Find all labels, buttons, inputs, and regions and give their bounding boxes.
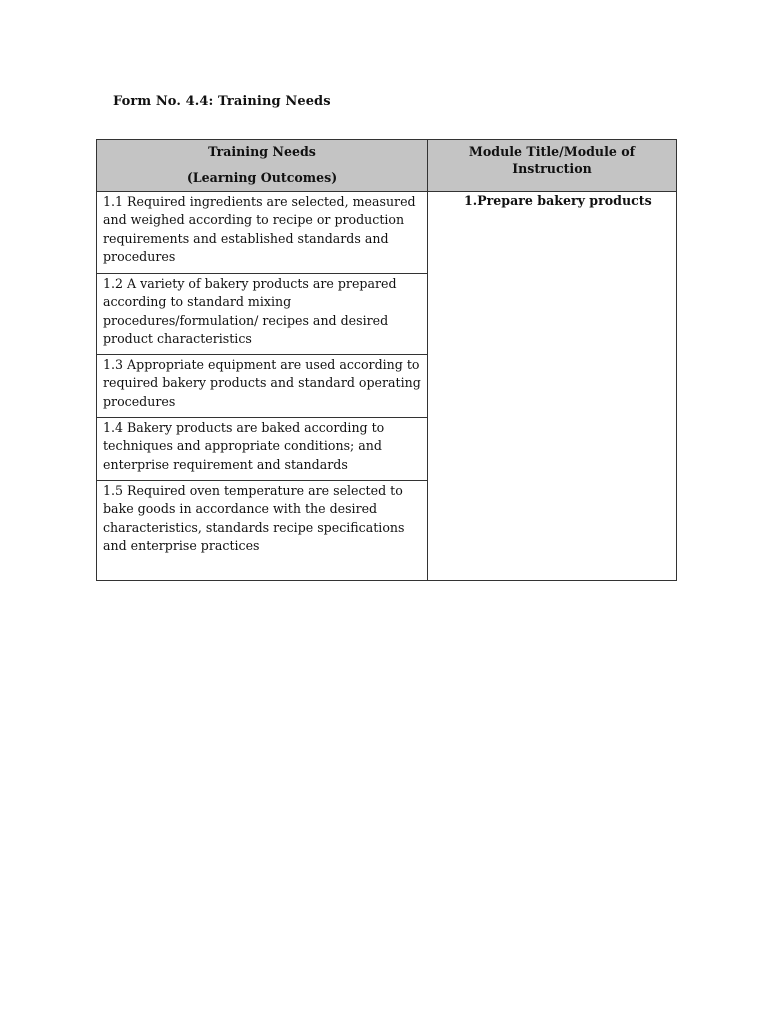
header-module-title-label: Module Title/Module of Instruction — [468, 144, 636, 176]
header-training-needs — [97, 140, 428, 192]
form-title: Form No. 4.4: Training Needs — [113, 94, 331, 109]
outcome-cell: 1.5 Required oven temperature are selected to bake goods in accordance with the desired characteristics, standards recipe specifications and enterprise practices — [97, 481, 428, 581]
outcome-cell: 1.1 Required ingredients are selected, measured and weighed according to recipe or production requirements and established standards and procedures — [97, 192, 428, 274]
outcome-cell: 1.2 A variety of bakery products are prepared according to standard mixing procedures/formulation/ recipes and desired product characteristics — [97, 274, 428, 355]
header-learning-outcomes-label: (Learning Outcomes) — [186, 170, 338, 185]
outcome-cell: 1.4 Bakery products are baked according to techniques and appropriate conditions; and enterprise requirement and standards — [97, 418, 428, 481]
module-title: 1.Prepare bakery products — [464, 193, 652, 208]
header-training-needs-label: Training Needs — [208, 144, 316, 159]
module-title-cell — [428, 192, 677, 581]
header-module-title — [428, 140, 677, 192]
table-row — [97, 192, 677, 274]
table-header-row — [97, 140, 677, 192]
training-needs-table — [96, 139, 677, 581]
outcome-cell: 1.3 Appropriate equipment are used according to required bakery products and standard operating procedures — [97, 355, 428, 418]
